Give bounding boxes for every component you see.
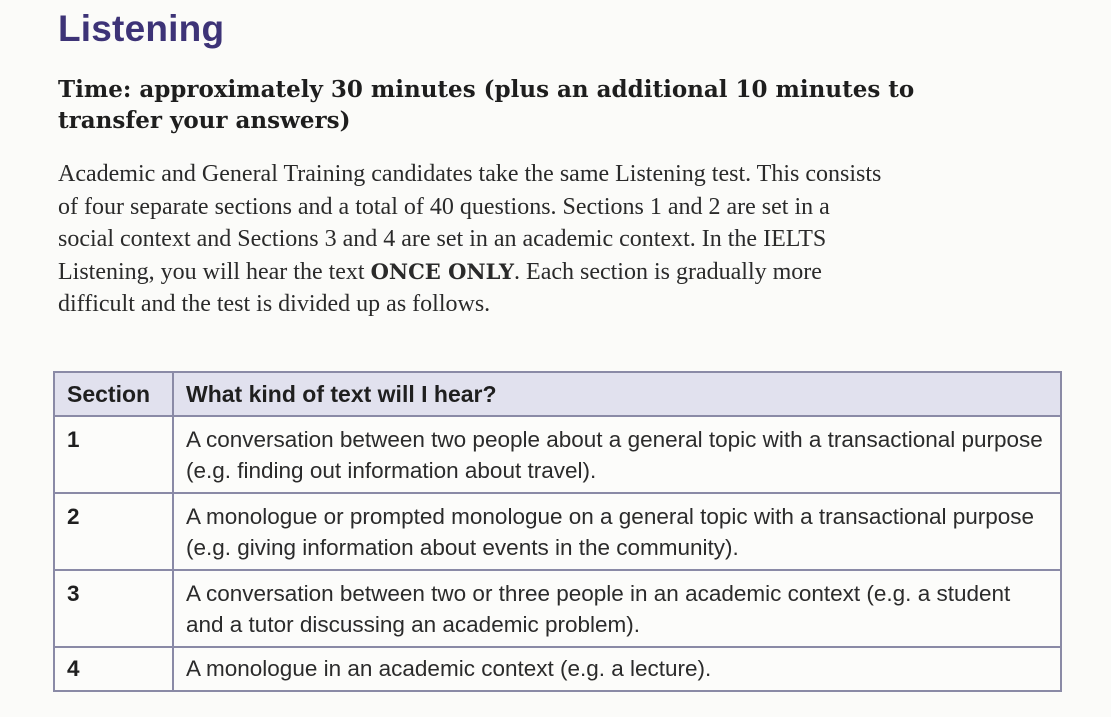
header-text-kind: What kind of text will I hear? xyxy=(173,372,1061,416)
section-description: A monologue in an academic context (e.g. a lecture). xyxy=(173,647,1061,691)
table-header-row xyxy=(54,372,1061,416)
table-row xyxy=(54,493,1061,570)
table-row xyxy=(54,570,1061,647)
sections-table xyxy=(53,371,1062,692)
section-number: 4 xyxy=(54,647,173,691)
section-number: 2 xyxy=(54,493,173,570)
intro-paragraph xyxy=(58,158,888,321)
section-number: 3 xyxy=(54,570,173,647)
table-row xyxy=(54,416,1061,493)
time-note: Time: approximately 30 minutes (plus an additional 10 minutes to transfer your answers) xyxy=(58,76,915,134)
section-description: A conversation between two or three people in an academic context (e.g. a student and a tutor discussing an academic problem). xyxy=(173,570,1061,647)
header-section: Section xyxy=(54,372,173,416)
section-number: 1 xyxy=(54,416,173,493)
intro-text-after: . Each section is gradually more difficult and the test is divided up as follows. xyxy=(58,258,822,318)
table-row xyxy=(54,647,1061,691)
section-description: A conversation between two people about a general topic with a transactional purpose (e.g. finding out information about travel). xyxy=(173,416,1061,493)
page-title: Listening xyxy=(58,8,225,49)
intro-text-before: Academic and General Training candidates take the same Listening test. This consists of four separate sections and a total of 40 questions. Sections 1 and 2 are set in a social context and Sections 3 and 4 are set in an academic context. In the IELTS Listening, you will hear the text xyxy=(58,161,882,285)
section-description: A monologue or prompted monologue on a general topic with a transactional purpose (e.g. giving information about events in the community). xyxy=(173,493,1061,570)
intro-emphasis: ONCE ONLY xyxy=(370,258,515,284)
